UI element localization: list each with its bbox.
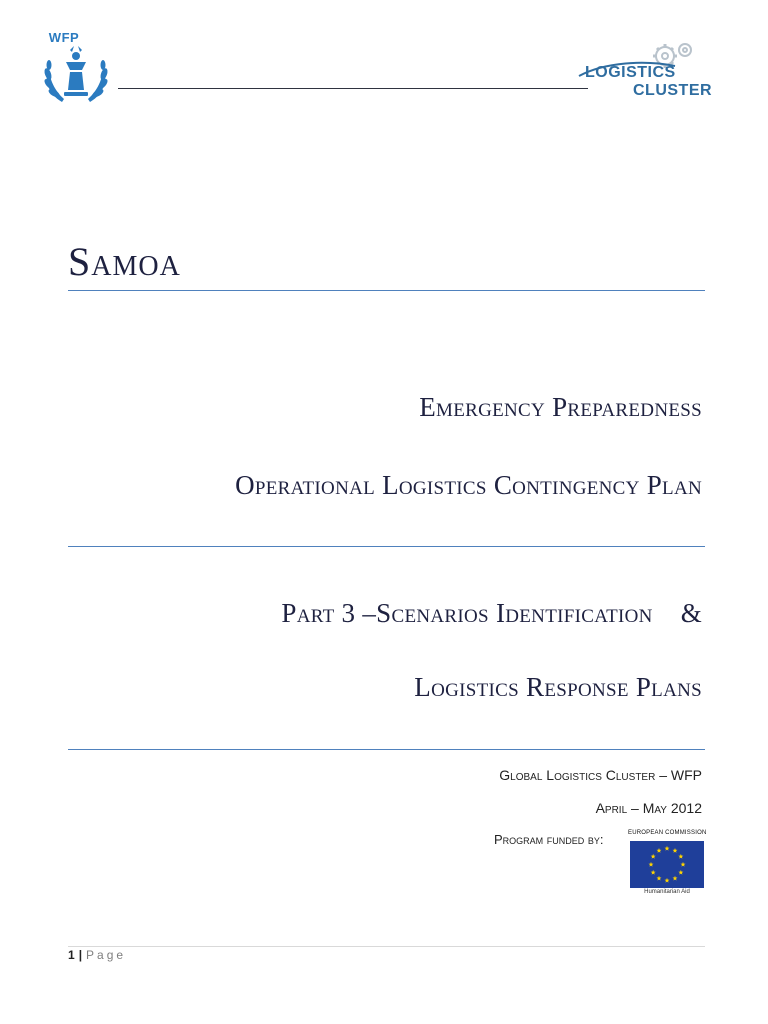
date-line: April – May 2012 [595, 800, 702, 816]
logo-text-logistics: LOGISTICS [585, 64, 676, 81]
subtitle-contingency-plan: Operational Logistics Contingency Plan [235, 470, 702, 500]
title-divider [68, 290, 705, 291]
subtitle-part-3 [281, 598, 702, 629]
subtitle-part-3-text: Part 3 –Scenarios Identification [281, 598, 653, 628]
subtitle-divider [68, 749, 705, 750]
logistics-cluster-logo [575, 40, 735, 104]
footer-separator: | [78, 948, 83, 962]
funded-by-label: Program funded by: [494, 832, 604, 847]
wfp-logo [36, 30, 116, 106]
eu-flag-icon [630, 841, 704, 888]
country-title: Samoa [68, 239, 181, 284]
page-number: 1 [68, 948, 75, 962]
subtitle-response-plans: Logistics Response Plans [414, 672, 702, 702]
organization-line: Global Logistics Cluster – WFP [499, 767, 702, 783]
eu-logo-bottom-text: Humanitarian Aid [644, 889, 690, 895]
page-label: Page [86, 948, 127, 962]
subtitle-emergency-preparedness: Emergency Preparedness [419, 392, 702, 422]
logo-text-cluster: CLUSTER [633, 82, 713, 99]
section-divider [68, 546, 705, 547]
footer-rule [68, 946, 705, 947]
eu-humanitarian-aid-logo [628, 830, 708, 900]
eu-logo-top-text: EUROPEAN COMMISSION [628, 830, 707, 836]
header-rule [118, 88, 588, 89]
wfp-emblem-icon [40, 44, 116, 108]
page-footer [68, 948, 126, 962]
wfp-logo-text: WFP [48, 30, 80, 45]
ampersand: & [680, 598, 702, 628]
